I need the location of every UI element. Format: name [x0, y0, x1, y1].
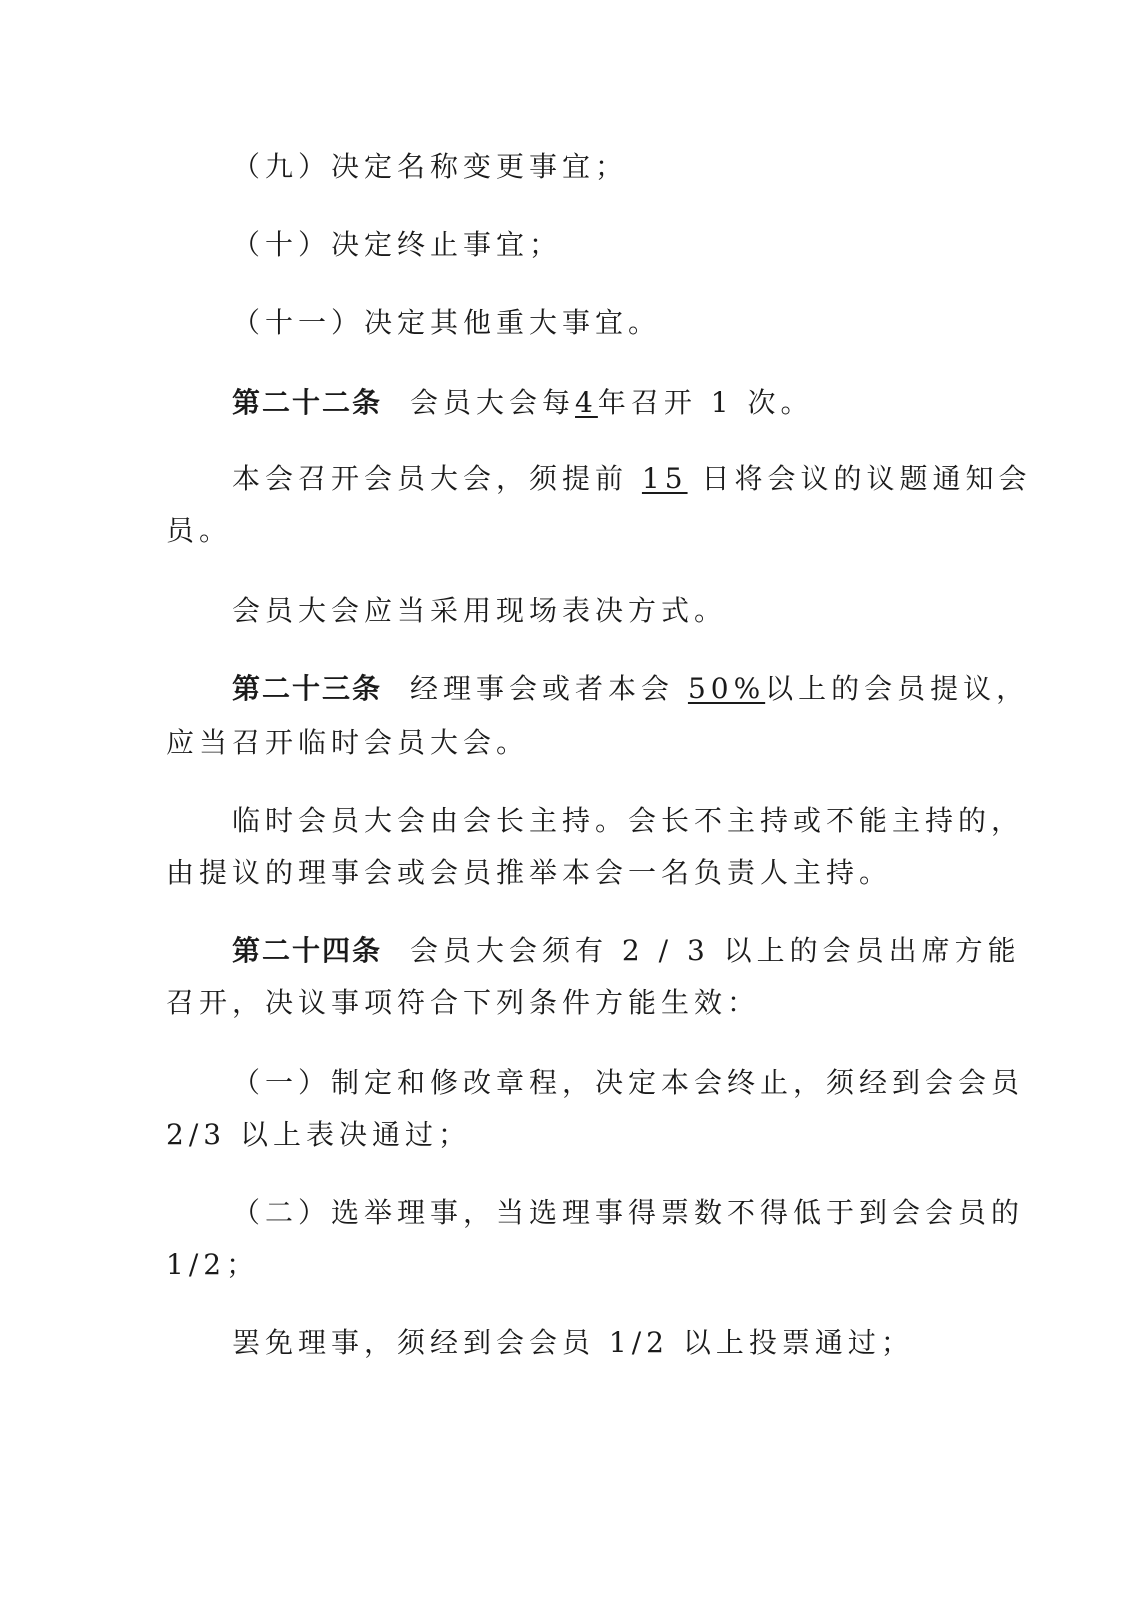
article-24-cont: 召开，决议事项符合下列条件方能生效：	[166, 986, 761, 1019]
article-22-years: 4	[575, 386, 598, 419]
article-22-line	[232, 386, 813, 420]
article-23-text-after: 以上的会员提议，	[765, 672, 1030, 705]
article-23-percent: 50%	[687, 672, 766, 705]
article-23-line	[232, 672, 1029, 706]
article-22-text-before: 会员大会每	[410, 386, 576, 419]
article-24-item1-line1: （一）制定和修改章程，决定本会终止，须经到会会员	[232, 1066, 1025, 1099]
article-24-item2-line2: 1/2；	[166, 1248, 260, 1281]
article-24-heading: 第二十四条	[232, 934, 383, 967]
article-22-notice-line	[232, 462, 1031, 496]
article-24-dismiss: 罢免理事，须经到会会员 1/2 以上投票通过；	[232, 1326, 914, 1359]
article-24-item1-line2: 2/3 以上表决通过；	[166, 1118, 471, 1151]
article-23-host-line2: 由提议的理事会或会员推举本会一名负责人主持。	[166, 856, 893, 889]
article-22-notice-days: 15	[641, 462, 688, 495]
article-22-heading: 第二十二条	[232, 386, 383, 419]
article-24-text: 会员大会须有 2 / 3 以上的会员出席方能	[410, 934, 1021, 967]
article-22-text-after: 年召开 1 次。	[597, 386, 814, 419]
article-22-notice-after: 日将会议的议题通知会	[701, 462, 1032, 495]
item-nine: （九）决定名称变更事宜；	[232, 150, 629, 183]
article-23-text-before: 经理事会或者本会	[410, 672, 675, 705]
article-24-line	[232, 934, 1021, 968]
article-24-item2-line1: （二）选举理事，当选理事得票数不得低于到会会员的	[232, 1196, 1025, 1229]
article-22-notice-before: 本会召开会员大会，须提前	[232, 462, 629, 495]
article-22-notice-cont: 员。	[166, 514, 233, 547]
article-23-heading: 第二十三条	[232, 672, 383, 705]
item-ten: （十）决定终止事宜；	[232, 228, 563, 261]
article-23-cont: 应当召开临时会员大会。	[166, 726, 530, 759]
article-23-host-line1: 临时会员大会由会长主持。会长不主持或不能主持的，	[232, 804, 1025, 837]
article-22-method: 会员大会应当采用现场表决方式。	[232, 594, 728, 627]
item-eleven: （十一）决定其他重大事宜。	[232, 306, 662, 339]
